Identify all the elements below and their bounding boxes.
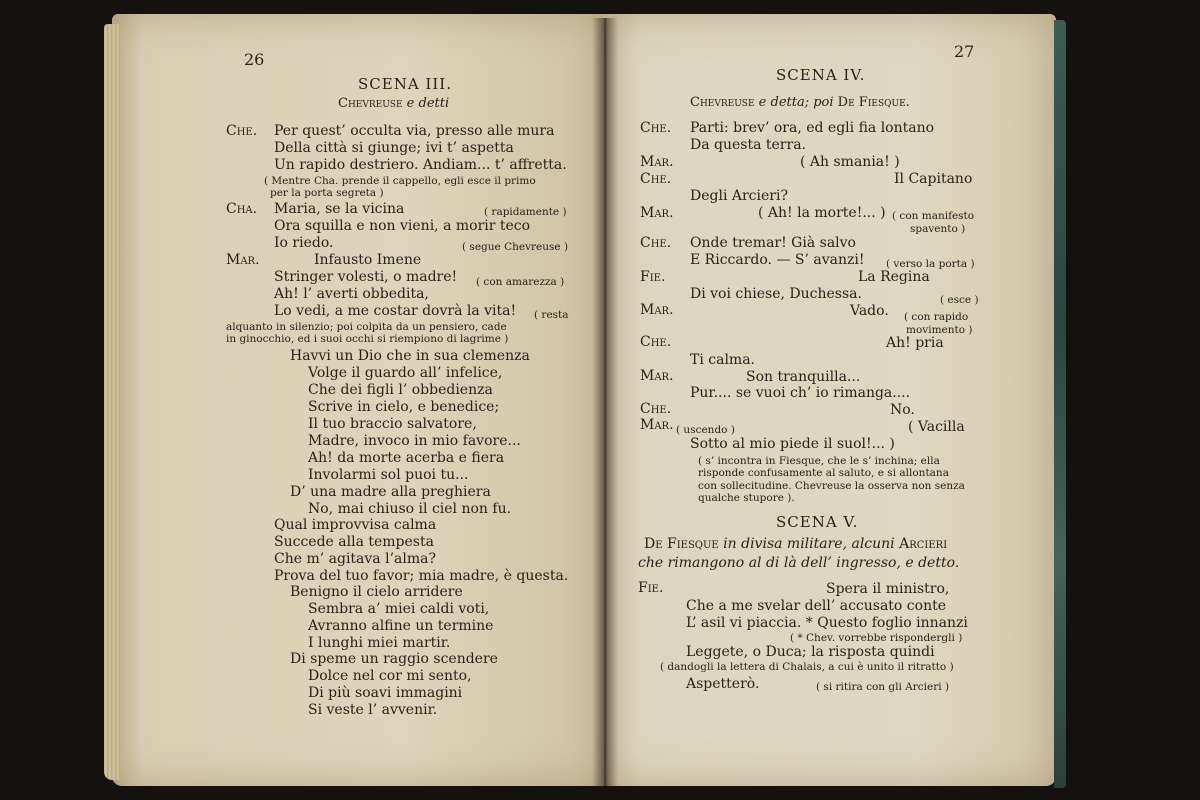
verse-line: Il tuo braccio salvatore, [308,416,477,432]
speaker-label: Che. [640,334,672,350]
verse-line: Vado. [850,303,889,319]
scene-title: SCENA III. [358,75,452,93]
speaker-label: Mar. [640,368,674,384]
verse-line: Succede alla tempesta [274,534,434,550]
stage-direction: in ginocchio, ed i suoi occhi si riempiono di lagrime ) [226,333,509,345]
stage-direction: movimento ) [906,324,973,336]
verse-line: Ah! l’ averti obbedita, [274,286,429,302]
stage-direction: ( con manifesto [892,210,975,222]
verse-line: Della città si giunge; ivi t’ aspetta [274,140,514,156]
subtitle-rest: e detta; poi [758,95,834,110]
verse-line: Ah! pria [886,335,944,351]
subtitle-name-arcieri: Arcieri [899,536,948,552]
verse-line: D’ una madre alla preghiera [290,484,491,500]
subtitle-text: in divisa militare, alcuni [723,536,895,552]
stage-direction: ( con rapido [904,311,969,323]
stage-direction: ( s’ incontra in Fiesque, che le s’ inchina; ella [698,455,940,467]
stage-direction: ( si ritira con gli Arcieri ) [816,681,950,693]
subtitle-names: Chevreuse [338,96,403,111]
scene-subtitle [338,96,449,112]
page-number: 26 [244,50,265,69]
stage-direction: risponde confusamente al saluto, e si allontana [698,467,949,479]
verse-line: Spera il ministro, [826,581,950,597]
verse-line: ( Vacilla [908,419,965,435]
verse-line: Involarmi sol puoi tu... [308,467,469,483]
subtitle-name-a: Chevreuse [690,95,755,110]
verse-line: Maria, se la vicina [274,201,405,217]
verse-line: Degli Arcieri? [690,188,788,204]
verse-line: Son tranquilla... [746,369,861,385]
verse-line: Lo vedi, a me costar dovrà la vita! [274,303,517,319]
verse-line: Io riedo. [274,235,334,251]
stage-direction: qualche stupore ). [698,492,795,504]
verse-line: Prova del tuo favor; mia madre, è questa. [274,568,569,584]
verse-line: ( Ah smania! ) [800,154,900,170]
verse-line: Per quest’ occulta via, presso alle mura [274,123,555,139]
verse-line: Che dei figli l’ obbedienza [308,382,493,398]
scene-subtitle [690,95,910,111]
verse-line: Parti: brev’ ora, ed egli fia lontano [690,120,935,136]
verse-line: Un rapido destriero. Andiam... t’ affretta. [274,157,567,173]
scene-subtitle-2a [644,536,947,552]
verse-line: Scrive in cielo, e benedice; [308,399,500,415]
verse-line: Di più soavi immagini [308,685,463,701]
page-number: 27 [954,42,975,61]
verse-line: Si veste l’ avvenir. [308,702,438,718]
verse-line: Leggete, o Duca; la risposta quindi [686,644,935,660]
speaker-label: Che. [226,123,258,139]
speaker-label: Mar. [640,302,674,318]
stage-direction: ( resta [534,309,569,321]
verse-line: Il Capitano [894,171,973,187]
verse-line: Havvi un Dio che in sua clemenza [290,348,530,364]
verse-line: La Regina [858,269,930,285]
left-page [112,14,604,786]
verse-line: No. [890,402,915,418]
verse-line: I lunghi miei martir. [308,635,451,651]
stage-direction: ( segue Chevreuse ) [462,241,569,253]
verse-line: Che a me svelar dell’ accusato conte [686,598,946,614]
right-page [604,14,1056,786]
verse-line: Ti calma. [690,352,756,368]
verse-line: ( Ah! la morte!... ) [758,205,886,221]
speaker-label: Fie. [640,269,666,285]
stage-direction: alquanto in silenzio; poi colpita da un pensiero, cade [226,321,507,333]
verse-line: Stringer volesti, o madre! [274,269,458,285]
stage-direction: ( uscendo ) [676,424,735,436]
verse-line: Aspetterò. [686,676,760,692]
stage-direction: ( * Chev. vorrebbe rispondergli ) [790,632,963,644]
scene-title-2: SCENA V. [776,513,859,531]
verse-line: Benigno il cielo arridere [290,584,463,600]
stage-direction: ( esce ) [940,294,979,306]
speaker-label: Mar. [640,154,674,170]
stage-direction: ( verso la porta ) [886,258,975,270]
speaker-label: Fie. [638,580,664,596]
speaker-label: Che. [640,235,672,251]
speaker-label: Cha. [226,201,258,217]
stage-direction: spavento ) [910,223,966,235]
verse-line: Ora squilla e non vieni, a morir teco [274,218,531,234]
verse-line: Infausto Imene [314,252,422,268]
stage-direction: ( rapidamente ) [484,206,567,218]
verse-line: Madre, invoco in mio favore... [308,433,521,449]
verse-line: No, mai chiuso il ciel non fu. [308,501,512,517]
speaker-label: Che. [640,171,672,187]
stage-direction: per la porta segreta ) [270,187,384,199]
stage-direction: ( Mentre Cha. prende il cappello, egli esce il primo [264,175,536,187]
subtitle-name-c: De Fiesque. [837,95,910,110]
verse-line: Avranno alfine un termine [308,618,494,634]
scene-title: SCENA IV. [776,66,866,84]
verse-line: L’ asil vi piaccia. * Questo foglio innanzi [686,615,968,631]
subtitle-name-fiesque: De Fiesque [644,536,719,552]
verse-line: Dolce nel cor mi sento, [308,668,472,684]
verse-line: Ah! da morte acerba e fiera [308,450,505,466]
book-spine [592,18,618,788]
verse-line: Pur.... se vuoi ch’ io rimanga.... [690,385,911,401]
speaker-label: Mar. [226,252,260,268]
speaker-label: Che. [640,401,672,417]
verse-line: Qual improvvisa calma [274,517,437,533]
verse-line: Da questa terra. [690,137,806,153]
subtitle-rest: e detti [406,96,450,111]
verse-line: Sembra a’ miei caldi voti, [308,601,490,617]
speaker-label: Mar. [640,417,674,433]
verse-line: Di voi chiese, Duchessa. [690,286,862,302]
verse-line: Sotto al mio piede il suol!... ) [690,436,895,452]
verse-line: E Riccardo. — S’ avanzi! [690,252,865,268]
verse-line: Che m’ agitava l’alma? [274,551,436,567]
verse-line: Volge il guardo all’ infelice, [308,365,503,381]
speaker-label: Mar. [640,205,674,221]
verse-line: Onde tremar! Già salvo [690,235,856,251]
stage-direction: con sollecitudine. Chevreuse la osserva non senza [698,480,965,492]
scene-subtitle-2b: che rimangono al di là dell’ ingresso, e detto. [638,555,960,571]
verse-line: Di speme un raggio scendere [290,651,498,667]
stage-direction: ( dandogli la lettera di Chalais, a cui è unito il ritratto ) [660,661,954,673]
speaker-label: Che. [640,120,672,136]
stage-direction: ( con amarezza ) [476,276,565,288]
